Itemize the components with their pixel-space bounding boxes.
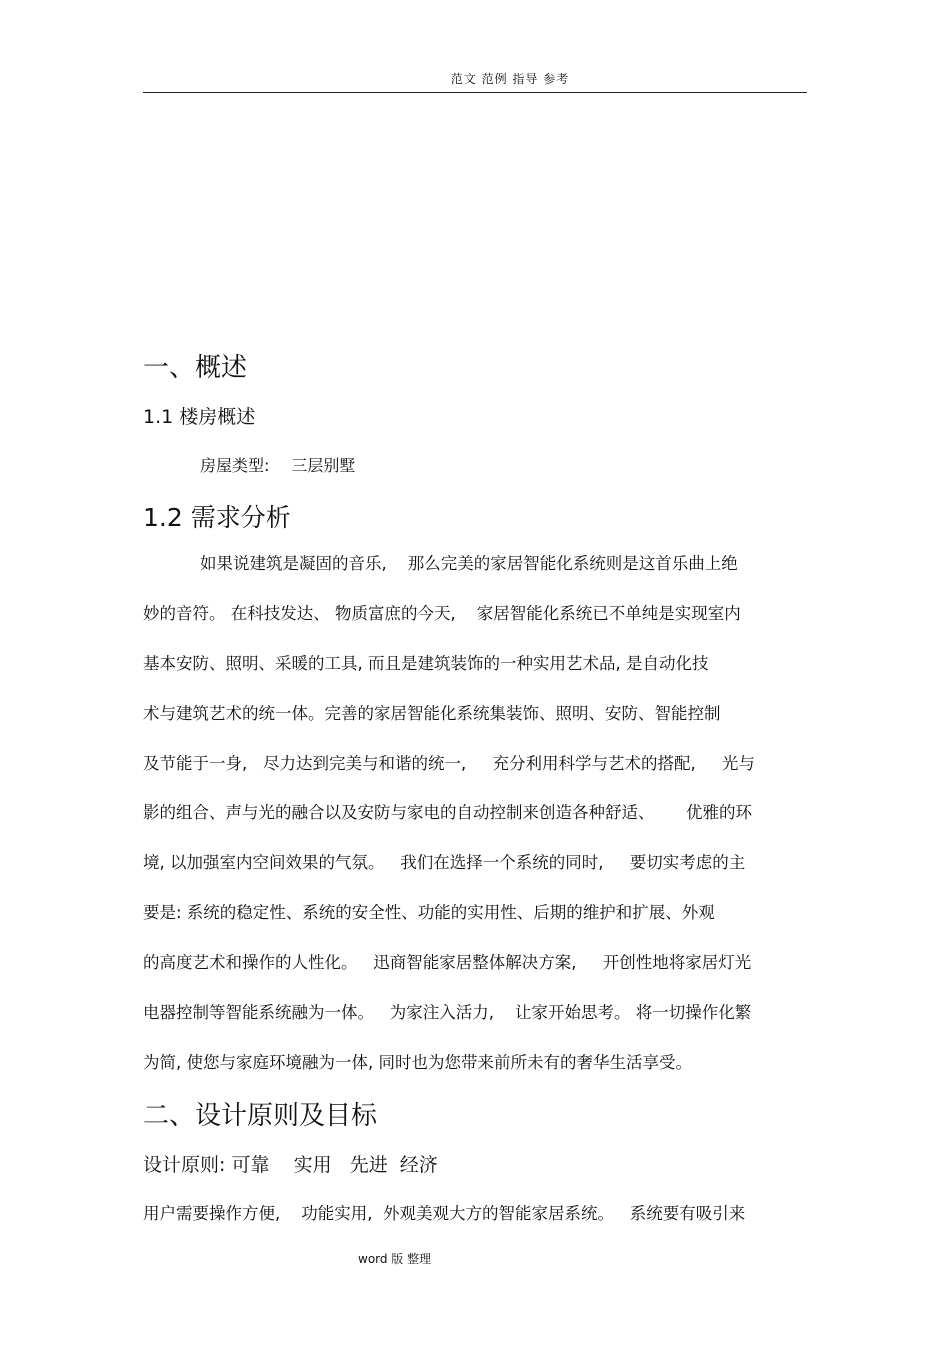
section-1-title: 一、概述 xyxy=(143,353,248,383)
header-text: 范文 范例 指导 参考 xyxy=(450,72,570,86)
page-footer: word 版 整理 xyxy=(358,1252,432,1266)
paragraph-line: 影的组合、声与光的融合以及安防与家电的自动控制来创造各种舒适、 优雅的环 xyxy=(143,803,752,822)
section-2-intro-line: 用户需要操作方便, 功能实用, 外观美观大方的智能家居系统。 系统要有吸引来 xyxy=(143,1204,746,1223)
house-type-value: 三层别墅 xyxy=(291,456,356,475)
paragraph-line: 为简, 使您与家庭环境融为一体, 同时也为您带来前所未有的奢华生活享受。 xyxy=(143,1053,692,1072)
paragraph-line: 术与建筑艺术的统一体。完善的家居智能化系统集装饰、照明、安防、智能控制 xyxy=(143,704,721,723)
section-2-title: 二、设计原则及目标 xyxy=(143,1101,378,1131)
paragraph-line: 及节能于一身, 尽力达到完美与和谐的统一, 充分利用科学与艺术的搭配, 光与 xyxy=(143,754,755,773)
paragraph-line: 妙的音符。 在科技发达、 物质富庶的今天, 家居智能化系统已不单纯是实现室内 xyxy=(143,604,741,623)
paragraph-line: 境, 以加强室内空间效果的气氛。 我们在选择一个系统的同时, 要切实考虑的主 xyxy=(143,853,746,872)
paragraph-line: 如果说建筑是凝固的音乐, 那么完美的家居智能化系统则是这首乐曲上绝 xyxy=(200,554,738,573)
paragraph-line: 基本安防、照明、采暖的工具, 而且是建筑装饰的一种实用艺术品, 是自动化技 xyxy=(143,654,709,673)
design-principles: 设计原则: 可靠 实用 先进 经济 xyxy=(143,1154,438,1176)
subsection-1-2-title: 1.2 需求分析 xyxy=(143,503,291,532)
subsection-1-1-title: 1.1 楼房概述 xyxy=(143,406,256,428)
page-header xyxy=(143,68,807,93)
paragraph-line: 的高度艺术和操作的人性化。 迅商智能家居整体解决方案, 开创性地将家居灯光 xyxy=(143,953,752,972)
paragraph-line: 电器控制等智能系统融为一体。 为家注入活力, 让家开始思考。 将一切操作化繁 xyxy=(143,1003,752,1022)
paragraph-line: 要是: 系统的稳定性、系统的安全性、功能的实用性、后期的维护和扩展、外观 xyxy=(143,903,715,922)
house-type-label: 房屋类型: xyxy=(200,456,270,475)
house-type-line xyxy=(200,455,355,477)
